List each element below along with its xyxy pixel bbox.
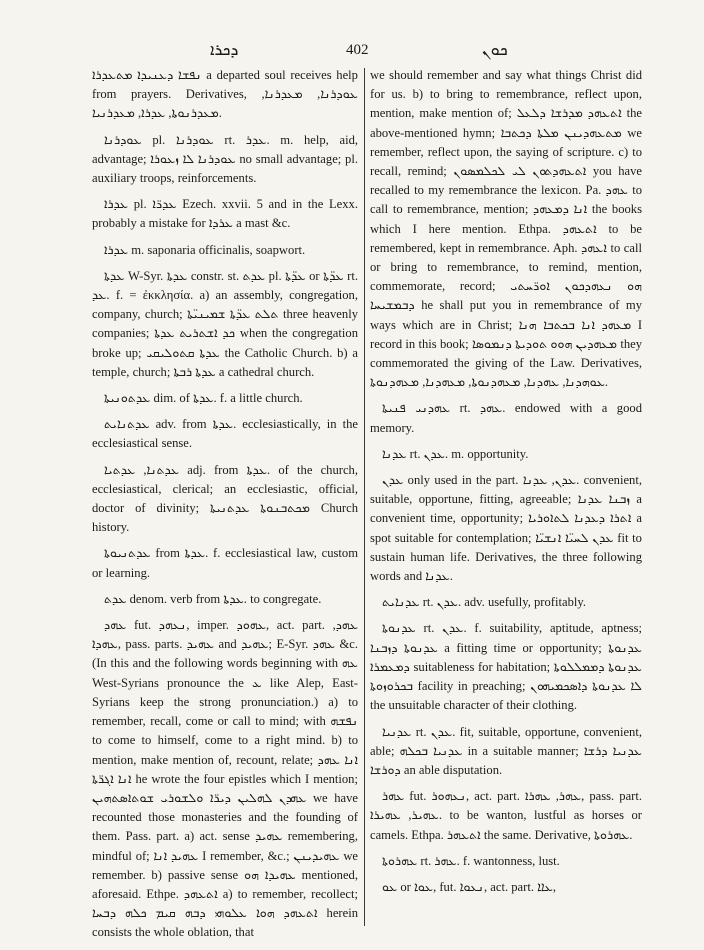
entry: ܥܕܢ only used in the part. ܥܕܢ, ܥܕܢܐ. convenient, suitable, opportune, fitting, agreeable; ܙܒܢܐ ܥܕܢܐ a convenient time, opportunity; ܐܬܪܐ ܕܥܕܢܐ ܠܬܐܘܪܝܐ a spot suitable for contemplation; ܥܕܢ ܠܚܝ̈ܐ ܐܢܫܝ̈ܐ fit to sustain human life. Derivatives, the three following words and ܥܕܢܐ. [370, 473, 642, 584]
running-head-right: ܟܘܢ [482, 42, 508, 59]
entry: ܥܗܪܘܬܐ rt. ܥܗܪ. f. wantonness, lust. [382, 853, 560, 868]
page-number: 402 [346, 42, 369, 58]
entry: ܥܕܢܐ rt. ܥܕܢ. m. opportunity. [382, 446, 529, 461]
entry: ܥܗܕ fut. ܢܥܗܕ, imper. ܥܗܘܕ, act. part. ܥܗܕ, ܥܗܕܐ, pass. parts. ܥܗܝܕ and ܥܗܝܕ; E-Syr. ܥܗܕ &c. (In this and the following words beginning with ܥܗ West-Syrians pronounce the ܥ like Alep, East-Syrians keep the strong pronunciation.) a) to remember, recall, come or call to mind; with ܢܦܫܗ to come to himself, come to a right mind. b) to mention, make mention of, recount, relate; ܐܢܐ ܥܗܕ ܐܢܐ ܐܓܪ̈ܬܐ he wrote the four epistles which I mention; ܥܗܕܢ ܠܗܠܝܢ ܕܝܪ̈ܐ ܘܠܫܘܪܝ ܫܘܬܐܣܬܗܝܢ we have recounted those monasteries and the founding of them. Pass. part. a) act. sense ܥܗܝܕ remembering, mindful of; ܥܗܝܕ ܐܢܐ I remember, &c.; ܥܗܝܕܝܢܢ we remember. b) passive sense ܥܗܝܕܐ ܗܘ mentioned, aforesaid. Ethpe. ܐܬܥܗܕ a) to remember, recollect; ܐܬܥܗܕ ܗܘܐ ܥܠܘܗܝ ܕܒܗ ܩܝܡ ܟܠܗ ܕܒܚܐ herein consists the whole oblation, that [92, 618, 359, 940]
entry: ܥܕܬܐ W-Syr. ܥܕܬܐ constr. st. ܥܕܬ pl. ܥܕ̈ܬܐ or ܥܕ̈ܬܐ rt. ܥܕ. f. = ἐκκλησία. a) an assembly, congregation, company, church; ܬܠܬ ܥܕ̈ܬܐ ܫܡܝܢܝ̈ܬܐ three heavenly companies; ܟܕ ܐܫܬܪܝܬ ܥܕܬܐ when the congregation broke up; ܥܕܬܐ ܩܬܘܠܝܩܝ the Catholic Church. b) a temple, church; ܥܕܬܐ ܪܒܬܐ a cathedral church. [92, 268, 358, 379]
entry: ܥܕܬܢܐܝܬ adv. from ܥܕܬܐ. ecclesiastically, in the ecclesiastical sense. [92, 417, 358, 451]
entry: ܢܦܫܐ ܕܥܢܝܕܐ ܡܬܥܕܪܐ a departed soul receives help from prayers. Derivatives, ܥܘܕܪܢܐ, ܡܥܕܪܢܐ, ܡܥܕܪܢܘܬܐ, ܥܕܪܐ, ܡܥܕܪܢܝܐ. [92, 68, 358, 121]
entry: ܥܕܢܐܝܬ rt. ܥܕܢ. adv. usefully, profitably. [382, 595, 586, 610]
entry: ܥܗܕܢܝ ܦܢܝܬܐ rt. ܥܗܕ. endowed with a good memory. [370, 401, 642, 435]
entry: ܥܗܪ fut. ܢܥܗܘܪ, act. part. ܥܗܪ, ܥܗܪܐ, pass. part. ܥܗܝܪ, ܥܗܝܪܐ. to be wanton, lustful as horses or camels. Ethpa. ܐܬܥܗܪ the same. Derivative, ܥܗܪܘܬܐ. [370, 789, 643, 842]
entry: ܥܕܬܢܝܘܬܐ from ܥܕܬܐ. f. ecclesiastical law, custom or learning. [92, 546, 358, 580]
entry: ܥܕܪܐ pl. ܥܕܪ̈ܐ Ezech. xxvii. 5 and in the Lexx. probably a mistake for ܥܪܕܐ a mast &c. [92, 197, 359, 231]
entry: ܥܕܢܝܐ rt. ܥܕܢ. fit, suitable, opportune, convenient, able; ܥܕܢܝܐ ܒܟܠܗ in a suitable manner; ܥܕܢܝܐ ܕܪܫܐ ܕܘܪܫܐ an able disputation. [370, 724, 643, 777]
right-column [370, 66, 642, 904]
left-column [92, 66, 358, 950]
column-divider [364, 68, 365, 926]
entry: ܥܘ or ܥܘܐ, fut. ܢܥܘܐ, act. part. ܥܐܐ, [382, 879, 557, 894]
entry: ܥܘܕܪܢܐ pl. ܥܘܕܪܢܐ rt. ܥܕܪ. m. help, aid, advantage; ܥܘܕܪܢܐ ܠܐ ܙܥܘܪܐ no small advantage; pl. auxiliary troops, reinforcements. [92, 132, 359, 186]
entry: ܥܕܬܘܢܝܬܐ dim. of ܥܕܬܐ. f. a little church. [104, 391, 303, 406]
entry: ܥܕܬ denom. verb from ܥܕܬܐ. to congregate. [104, 591, 322, 606]
entry: ܥܕܢܘܬܐ rt. ܥܕܢ. f. suitability, aptitude, aptness; ܥܕܢܘܬܐ ܕܙܒܢܐ a fitting time or opportunity; ܥܕܢܘܬܐ ܕܡܥܡܪܐ suitableness for habitation; ܥܕܢܘܬܐ ܕܡܡܠܠܘܬܐ ܒܟܪܘܙܘܬܐ facility in preaching; ܠܐ ܥܕܢܘܬܐ ܕܐܣܟܡܝܗܘܢ the unsuitable character of their clothing. [370, 621, 643, 713]
entry: ܥܕܬܢܐ, ܥܕܬܝܐ adj. from ܥܕܬܐ. of the church, ecclesiastical, clerical; an ecclesiastic, official, doctor of divinity; ܡܟܬܒܢܘܬܐ ܥܕܬܢܝܬܐ Church history. [92, 462, 358, 535]
running-head-left: ܕܟܪܐ [210, 42, 239, 59]
entry: ܥܕܪܐ m. saponaria officinalis, soapwort. [104, 242, 306, 257]
entry: we should remember and say what things Christ did for us. b) to bring to remembrance, reflect upon, mention, make mention of; ܐܬܥܗܕ ܡܕܪܫܐ ܕܠܥܠ the above-mentioned hymn; ܡܬܥܗܕܝܢܢ ܡܠܬܐ ܕܟܬܒܐ we remember, reflect upon, the saying of scripture. c) to recall, remind; ܐܬܥܗܕܬܘܢ ܠܝ ܠܟܠܡܣܘܢ you have recalled to my remembrance the lexicon. Pa. ܥܗܕ to call to remembrance, mention; ܐܢܐ ܕܡܥܗܕ the books which I here mention. Ethpa. ܐܬܥܗܕ to be remembered, kept in remembrance. Aph. ܐܥܗܕ to call or bring to remembrance, to remind, mention, commemorate, record; ܗܘ ܢܥܗܕܟܘܢ ܐܘܪ̈ܚܬܝ ܕܒܡܫܝܚܐ he shall put you in remembrance of my ways which are in Christ; ܡܥܗܕ ܐܢܐ ܒܟܬܒܐ ܗܢܐ I record in this book; ܡܥܗܕܝܢ ܗܘܘ ܬܘܕܝܬܐ ܕܢܡܘܣܐ they commemorated the giving of the Law. Derivatives, ܥܘܗܕܢܐ, ܥܗܕܢܐ, ܡܥܗܕܢܘܬܐ, ܡܥܗܕܢܐ, ܡܥܗܕܢܘܬܐ. [370, 68, 643, 390]
